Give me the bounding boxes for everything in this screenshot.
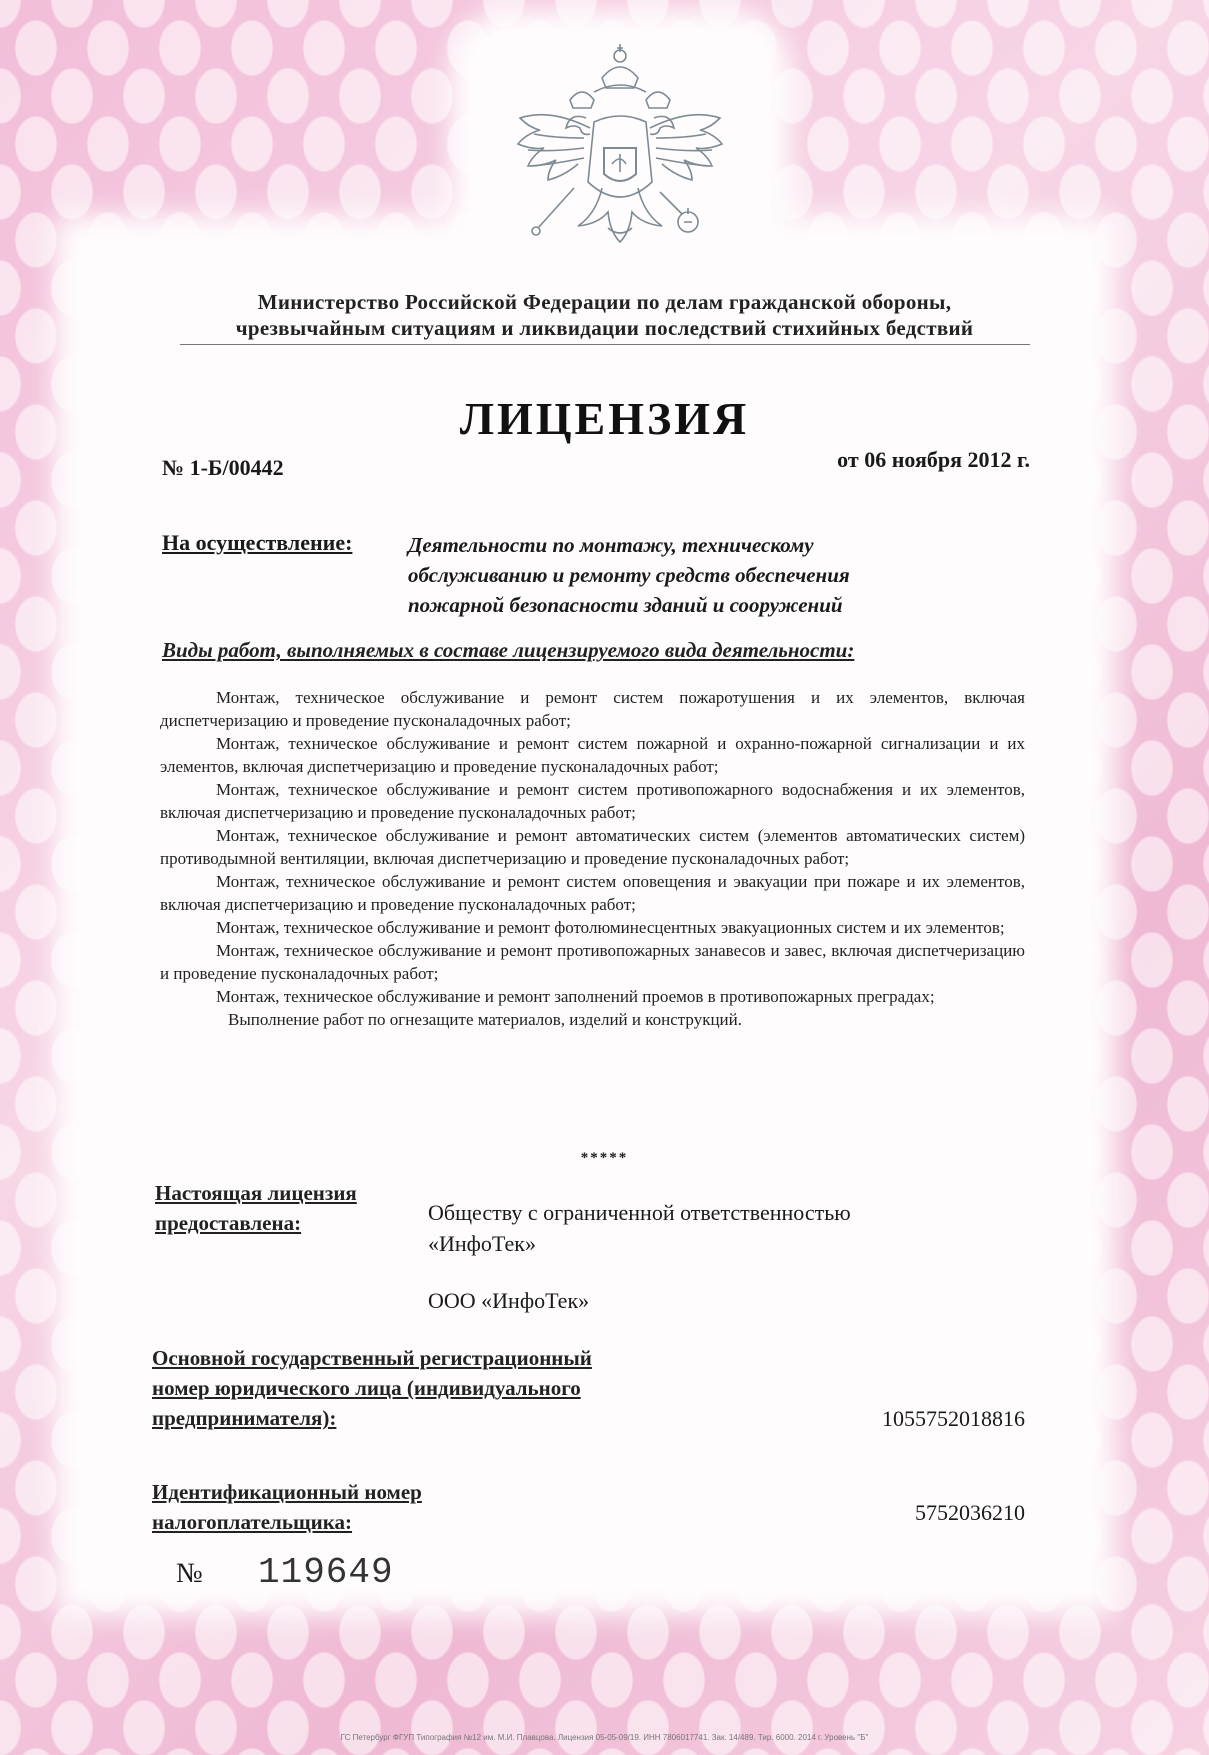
document-title: ЛИЦЕНЗИЯ [459,393,750,444]
implementation-label: На осуществление: [162,530,353,555]
printer-imprint: ГС Петербург ФГУП Типография №12 им. М.И. Плавцова. Лицензия 05-05-09/19. ИНН 7806017741. Зак. 14/489. Тир. 6000. 2014 г. Уровень "Б" [340,1733,869,1742]
section-separator: ***** [580,1150,629,1166]
work-item: Монтаж, техническое обслуживание и ремонт систем пожарной и охранно-пожарной сигнализации и их элементов, включая диспетчеризацию и проведение пусконаладочных работ; [160,734,1025,776]
works-heading: Виды работ, выполняемых в составе лицензируемого вида деятельности: [162,638,855,662]
inn-label-line: Идентификационный номер [152,1480,422,1504]
implementation-line: обслуживанию и ремонту средств обеспечения [408,563,850,587]
work-item: Монтаж, техническое обслуживание и ремонт противопожарных занавесов и завес, включая диспетчеризацию и проведение пусконаладочных работ; [160,941,1025,983]
inn-label [152,1477,552,1537]
coat-of-arms-icon [490,38,750,268]
work-item: Монтаж, техническое обслуживание и ремонт систем пожаротушения и их элементов, включая диспетчеризацию и проведение пусконаладочных работ; [160,688,1025,730]
work-item: Монтаж, техническое обслуживание и ремонт систем противопожарного водоснабжения и их элементов, включая диспетчеризацию и проведение пусконаладочных работ; [160,780,1025,822]
granted-label-line: предоставлена: [155,1211,302,1235]
organization-full-name [428,1197,988,1259]
organization-line: Обществу с ограниченной ответственностью [428,1200,851,1225]
implementation-text [408,530,1028,620]
ogrn-label-line: номер юридического лица (индивидуального [152,1376,581,1400]
granted-label [155,1178,357,1238]
license-number: № 1-Б/00442 [162,455,284,480]
granted-label-line: Настоящая лицензия [155,1181,357,1205]
ogrn-value: 1055752018816 [882,1406,1025,1431]
work-item: Монтаж, техническое обслуживание и ремонт заполнений проемов в противопожарных преградах; [216,987,935,1006]
implementation-line: пожарной безопасности зданий и сооружений [408,593,843,617]
inn-label-line: налогоплательщика: [152,1510,353,1534]
inn-value: 5752036210 [915,1500,1025,1525]
ministry-name-line2: чрезвычайным ситуациям и ликвидации последствий стихийных бедствий [235,316,974,340]
organization-short-name: ООО «ИнфоТек» [428,1288,590,1313]
work-item: Монтаж, техническое обслуживание и ремонт фотолюминесцентных эвакуационных систем и их элементов; [216,918,1005,937]
ministry-name-line1: Министерство Российской Федерации по делам гражданской обороны, [257,290,952,314]
license-date: от 06 ноября 2012 г. [837,447,1030,472]
work-item: Выполнение работ по огнезащите материалов, изделий и конструкций. [228,1010,743,1029]
ogrn-label-line: предпринимателя): [152,1406,337,1430]
works-list [160,686,1025,1031]
ogrn-label-line: Основной государственный регистрационный [152,1346,592,1370]
organization-line: «ИнфоТек» [428,1231,536,1256]
ministry-divider [180,344,1030,345]
work-item: Монтаж, техническое обслуживание и ремонт автоматических систем (элементов автоматических систем) противодымной вентиляции, включая диспетчеризацию и проведение пусконаладочных работ; [160,826,1025,868]
work-item: Монтаж, техническое обслуживание и ремонт систем оповещения и эвакуации при пожаре и их элементов, включая диспетчеризацию и проведение пусконаладочных работ; [160,872,1025,914]
ogrn-label [152,1343,712,1433]
serial-number: 119649 [258,1552,394,1593]
implementation-line: Деятельности по монтажу, техническому [408,533,814,557]
serial-number-sign: № [176,1558,203,1589]
